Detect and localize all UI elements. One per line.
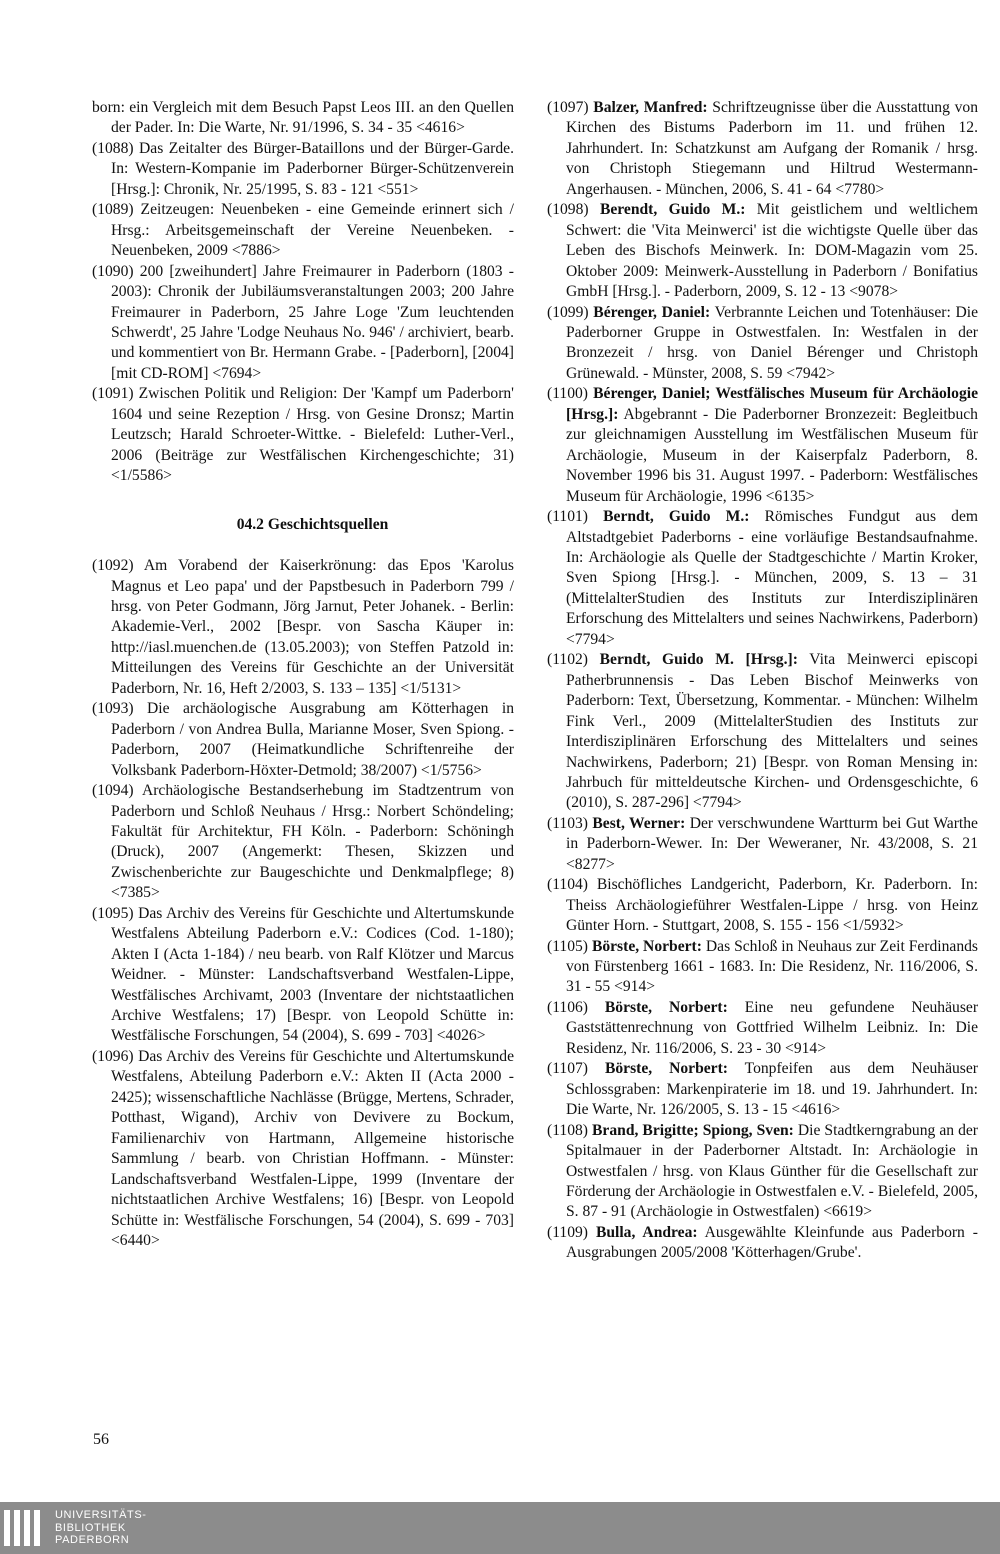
bibliography-entry — [92, 200, 514, 261]
section-heading: 04.2 Geschichtsquellen — [236, 515, 389, 533]
bibliography-entry — [547, 1223, 978, 1264]
page-number: 56 — [93, 1431, 109, 1448]
entry-author: Brand, Brigitte; Spiong, Sven: — [592, 1121, 794, 1139]
bibliography-entry — [547, 650, 978, 814]
entry-number: (1092) — [92, 557, 134, 575]
library-footer-bar — [0, 1502, 1000, 1554]
entry-text: Das Zeitalter des Bürger-Bataillons und der Bürger-Garde. In: Western-Kompanie im Paderborner Bürger-Schützenverein [Hrsg.]: Chronik, Nr. 25/1995, S. 83 - 121 <551> — [111, 139, 514, 198]
bibliography-entry — [547, 875, 978, 936]
entry-number: (1099) — [547, 303, 589, 321]
entry-text: Römisches Fundgut aus dem Altstadtgebiet Paderborns - eine vorläufige Bestandsaufnahme. In: Archäologie als Quelle der Stadtgeschichte / Martin Kroker, Sven Spiong [Hrsg.]. - München, 2009, S. 13 – 31 (MittelalterStudien des Instituts zur Interdisziplinären Erforschung des Mittelalters und seines Nachwirkens, Paderborn) <7794> — [566, 508, 978, 648]
bibliography-entry — [547, 98, 978, 200]
bibliography-entry — [547, 814, 978, 875]
entry-text: Schriftzeugnisse über die Ausstattung von Kirchen des Bistums Paderborn im 11. und frühen 12. Jahrhundert. In: Schatzkunst am Aufgang der Romanik / hrsg. von Christoph Stiegemann und Hiltrud Westermann-Angerhausen. - München, 2006, S. 41 - 64 <7780> — [566, 99, 978, 198]
entry-number: (1093) — [92, 700, 134, 718]
logo-line: UNIVERSITÄTS- — [55, 1509, 147, 1521]
entry-text: born: ein Vergleich mit dem Besuch Papst Leos III. an den Quellen der Pader. In: Die Warte, Nr. 91/1996, S. 34 - 35 <4616> — [92, 99, 514, 137]
left-column — [92, 98, 514, 1251]
bibliography-entry — [547, 384, 978, 507]
entry-number: (1109) — [547, 1223, 588, 1241]
entry-author: Bulla, Andrea: — [595, 1223, 698, 1241]
entry-number: (1102) — [547, 651, 588, 669]
bibliography-entry — [547, 200, 978, 302]
entry-number: (1098) — [547, 201, 589, 219]
bibliography-entry — [547, 1059, 978, 1120]
entry-number: (1095) — [92, 904, 134, 922]
entry-text: Das Archiv des Vereins für Geschichte und Altertumskunde Westfalens Abteilung Paderborn e.V.: Codices (Cod. 1-180); Akten I (Acta 1-184) / neu bearb. von Ralf Klötzer und Marcus Weidner. - Münster: Landschaftsverband Westfalen-Lippe, Westfälisches Archivamt, 2003 (Inventare der nichtstaatlichen Archive Westfalens; 17) [Bespr. von Leopold Schütte in: Westfälische Forschungen, 54 (2004), S. 699 - 703] <4026> — [111, 904, 514, 1045]
entry-author: Balzer, Manfred: — [593, 99, 708, 116]
bibliography-entry — [92, 98, 514, 139]
entry-text: Vita Meinwerci episcopi Patherbrunnensis - Das Leben Bischof Meinwerks von Paderborn: Text, Übersetzung, Kommentar. - München: Wilhelm Fink Verl., 2009 (MittelalterStudien des Instituts zur Interdisziplinären Erforschung des Mittelalters und seines Nachwirkens, Paderborn; 21) [Bespr. von Roman Mensing in: Jahrbuch für mitteldeutsche Kirchen- und Ordensgeschichte, 6 (2010), S. 287-296] <7794> — [566, 651, 978, 812]
entry-number: (1088) — [92, 139, 134, 157]
bibliography-entry — [92, 781, 514, 904]
entry-number: (1103) — [547, 814, 588, 832]
entry-number: (1094) — [92, 782, 134, 800]
bibliography-entry — [547, 998, 978, 1059]
entry-text: Die Stadtkerngrabung an der Spitalmauer in der Paderborner Altstadt. In: Archäologie in Ostwestfalen / hrsg. von Klaus Günther für die Gesellschaft zur Förderung der Archäologie in Ostwestfalen e.V. - Bielefeld, 2005, S. 87 - 91 (Archäologie in Ostwestfalen) <6619> — [566, 1121, 978, 1221]
library-logo-icon — [4, 1510, 44, 1550]
entry-author: Berndt, Guido M.: — [603, 508, 750, 526]
entry-text: Ausgewählte Kleinfunde aus Paderborn - Ausgrabungen 2005/2008 'Kötterhagen/Grube'. — [566, 1223, 978, 1262]
entry-author: Best, Werner: — [592, 814, 686, 832]
entry-number: (1104) — [547, 876, 588, 894]
entry-number: (1089) — [92, 201, 134, 219]
entry-author: Börste, Norbert: — [591, 937, 702, 955]
library-logo-text — [55, 1509, 147, 1547]
bibliography-entry — [92, 262, 514, 385]
entry-text: Das Archiv des Vereins für Geschichte und Altertumskunde Westfalens, Abteilung Paderborn e.V.: Akten II (Acta 2000 - 2425); wissenschaftliche Nachlässe (Brügge, Mertens, Schrader, Potthast, Wigand), Archiv von Devivere zu Bockum, Familienarchiv von Hartmann, Allgemeine historische Sammlung / bearb. von Christian Hoffmann. - Münster: Landschaftsverband Westfalen-Lippe, 1999 (Inventare der nichtstaatlichen Archive Westfalens; 16) [Bespr. von Leopold Schütte in: Westfälische Forschungen, 54 (2004), S. 699 - 703] <6440> — [111, 1047, 514, 1250]
entry-number: (1090) — [92, 262, 134, 280]
entry-author: Bérenger, Daniel: — [593, 303, 711, 321]
entry-text: Tonpfeifen aus dem Neuhäuser Schlossgraben: Markenpiraterie im 18. und 19. Jahrhundert. In: Die Warte, Nr. 126/2005, S. 13 - 15 <4616> — [566, 1060, 978, 1119]
entry-text: Der verschwundene Wartturm bei Gut Warthe in Paderborn-Wewer. In: Der Weweraner, Nr. 43/2008, S. 21 <8277> — [566, 814, 978, 873]
bibliography-entry — [92, 904, 514, 1047]
entry-number: (1107) — [547, 1060, 588, 1078]
entry-author: Börste, Norbert: — [604, 998, 728, 1016]
entry-number: (1101) — [547, 508, 588, 526]
bibliography-entry — [92, 384, 514, 486]
entry-text: Eine neu gefundene Neuhäuser Gaststättenrechnung von Gottfried Wilhelm Leibniz. In: Die Residenz, Nr. 116/2006, S. 23 - 30 <914> — [566, 998, 979, 1057]
entry-number: (1100) — [547, 385, 588, 403]
bibliography-entry — [92, 699, 514, 781]
entry-number: (1096) — [92, 1047, 134, 1065]
bibliography-entry — [547, 507, 978, 650]
entry-text: Mit geistlichem und weltlichem Schwert: die 'Vita Meinwerci' ist die wichtigste Quelle über das Leben des Bischofs Meinwerk. In: DOM-Magazin vom 25. Oktober 2009: Meinwerk-Ausstellung in Paderborn / Bonifatius GmbH [Hrsg.]. - Paderborn, 2009, S. 12 - 13 <9078> — [566, 201, 978, 301]
entry-text: 200 [zweihundert] Jahre Freimaurer in Paderborn (1803 - 2003): Chronik der Jubiläumsveranstaltungen 2003; 200 Jahre Freimaurer in Paderborn, 25 Jahre Loge 'Zum leuchtenden Schwerdt', 25 Jahre 'Lodge Neuhaus No. 946' / archiviert, bearb. und kommentiert von Br. Hermann Grabe. - [Paderborn], [2004] [mit CD-ROM] <7694> — [111, 262, 514, 382]
entry-number: (1091) — [92, 385, 134, 403]
logo-line: PADERBORN — [55, 1534, 130, 1546]
entry-number: (1106) — [547, 998, 588, 1016]
entry-text: Abgebrannt - Die Paderborner Bronzezeit: Begleitbuch zur gleichnamigen Ausstellung im Westfälischen Museum für Archäologie, Museum in der Kaiserpfalz Paderborn, 8. November 1996 bis 31. August 1997. - Paderborn: Westfälisches Museum für Archäologie, 1996 <6135> — [566, 405, 978, 505]
entry-author: Bérenger, Daniel; Westfälisches Museum für Archäologie [Hrsg.]: — [566, 385, 978, 423]
entry-number: (1097) — [547, 99, 589, 116]
entry-text: Bischöfliches Landgericht, Paderborn, Kr. Paderborn. In: Theiss Archäologieführer Westfalen-Lippe / hrsg. von Heinz Günter Horn. - Stuttgart, 2008, S. 155 - 156 <1/5932> — [566, 876, 978, 935]
entry-text: Das Schloß in Neuhaus zur Zeit Ferdinands von Fürstenberg 1661 - 1683. In: Die Residenz, Nr. 116/2006, S. 31 - 55 <914> — [566, 937, 979, 996]
bibliography-entry — [547, 1121, 978, 1223]
right-column — [547, 98, 978, 1264]
entry-number: (1108) — [547, 1121, 588, 1139]
entry-text: Zeitzeugen: Neuenbeken - eine Gemeinde erinnert sich / Hrsg.: Arbeitsgemeinschaft der Vereine Neuenbeken. - Neuenbeken, 2009 <7886> — [111, 201, 514, 260]
entry-text: Archäologische Bestandserhebung im Stadtzentrum von Paderborn und Schloß Neuhaus / Hrsg.: Norbert Schöndeling; Fakultät für Architektur, FH Köln. - Paderborn: Schöningh (Druck), 2007 (Angemerkt: Thesen, Skizzen und Zwischenberichte zur Baugeschichte und Denkmalpflege; 8) <7385> — [111, 782, 514, 902]
entry-text: Zwischen Politik und Religion: Der 'Kampf um Paderborn' 1604 und seine Rezeption / Hrsg. von Gesine Dronsz; Martin Leutzsch; Harald Schroeter-Wittke. - Bielefeld: Luther-Verl., 2006 (Beiträge zur Westfälischen Kirchengeschichte; 31) <1/5586> — [111, 385, 514, 485]
bibliography-entry — [92, 139, 514, 200]
entry-author: Berndt, Guido M. [Hrsg.]: — [599, 651, 798, 669]
bibliography-entry — [92, 556, 514, 699]
bibliography-entry — [92, 1047, 514, 1252]
entry-text: Am Vorabend der Kaiserkrönung: das Epos 'Karolus Magnus et Leo papa' und der Papstbesuch in Paderborn 799 / hrsg. von Peter Godmann, Jörg Jarnut, Peter Johanek. - Berlin: Akademie-Verl., 2002 [Bespr. von Sascha Käuper in: http://iasl.muenchen.de (13.05.2003); von Steffen Patzold in: Mitteilungen des Vereins für Geschichte an der Universität Paderborn, Nr. 16, Heft 2/2003, S. 133 – 135] <1/5131> — [111, 557, 514, 697]
entry-author: Berendt, Guido M.: — [599, 201, 746, 219]
entry-number: (1105) — [547, 937, 588, 955]
entry-text: Die archäologische Ausgrabung am Kötterhagen in Paderborn / von Andrea Bulla, Marianne Moser, Sven Spiong. - Paderborn, 2007 (Heimatkundliche Schriftenreihe der Volksbank Paderborn-Höxter-Detmold; 38/2007) <1/5756> — [111, 700, 514, 779]
entry-author: Börste, Norbert: — [604, 1060, 728, 1078]
entry-text: Verbrannte Leichen und Totenhäuser: Die Paderborner Gruppe in Ostwestfalen. In: Westfalen in der Bronzezeit / hrsg. von Daniel Bérenger und Christoph Grünewald. - Münster, 2008, S. 59 <7942> — [566, 303, 979, 382]
bibliography-entry — [547, 303, 978, 385]
bibliography-entry — [547, 937, 978, 998]
logo-line: BIBLIOTHEK — [55, 1521, 126, 1534]
